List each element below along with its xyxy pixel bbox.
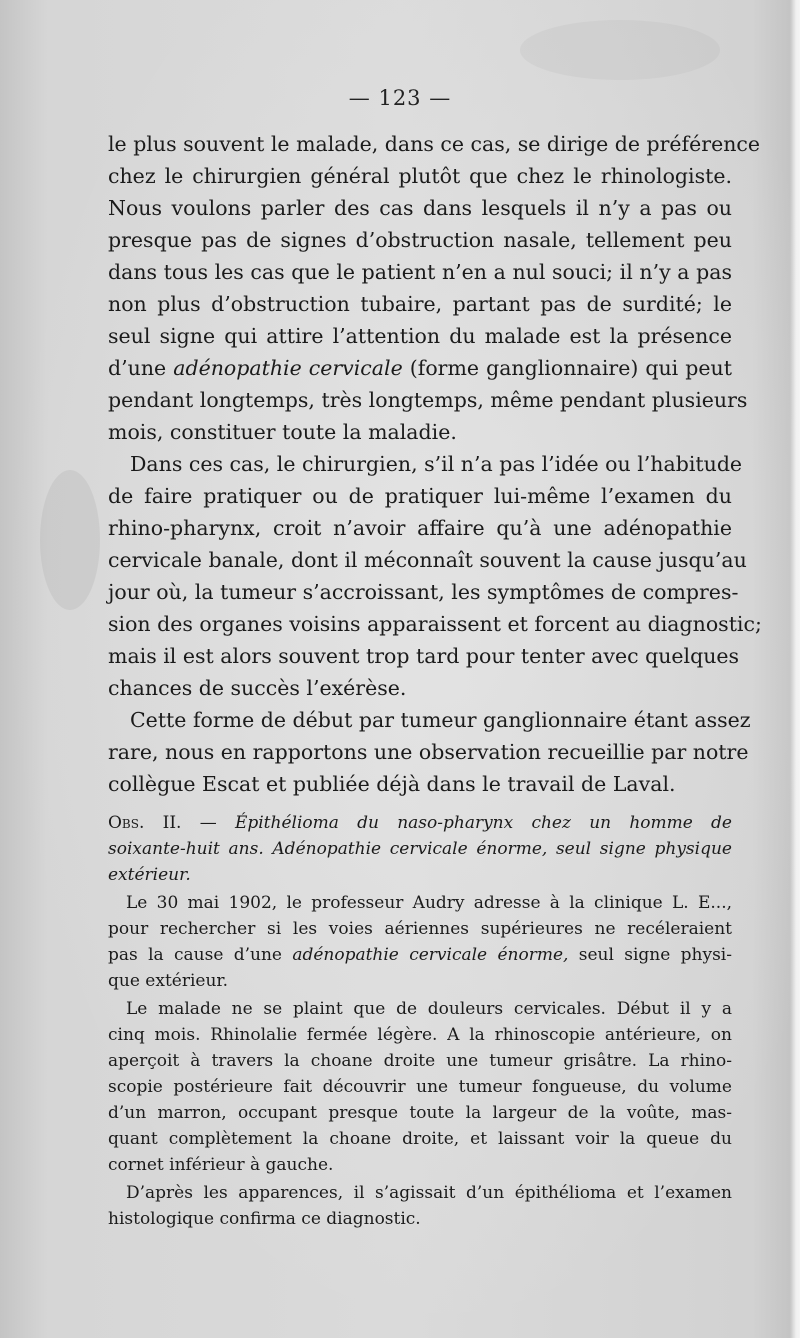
text-line: rhino-pharynx, croit n’avoir affaire qu’à une adénopathie <box>108 516 732 540</box>
text-line-content: d’une adénopathie cervicale (forme ganglionnaire) qui peut <box>108 356 732 380</box>
text-line: de faire pratiquer ou de pratiquer lui-même l’examen du <box>108 484 732 508</box>
text-line: chez le chirurgien général plutôt que chez le rhinologiste. <box>108 164 732 188</box>
text-line: pour rechercher si les voies aériennes supérieures ne recéleraient <box>108 919 732 939</box>
text-line: que extérieur. <box>108 971 229 991</box>
text-line: non plus d’obstruction tubaire, partant pas de surdité; le <box>108 292 732 316</box>
text-line: presque pas de signes d’obstruction nasale, tellement peu <box>108 228 732 252</box>
text-line: jour où, la tumeur s’accroissant, les symptômes de compres- <box>108 580 739 604</box>
text-line: cornet inférieur à gauche. <box>108 1155 334 1175</box>
text-line: histologique confirma ce diagnostic. <box>108 1209 421 1229</box>
paper-stain <box>520 20 720 80</box>
paragraph-first-line: Dans ces cas, le chirurgien, s’il n’a pas l’idée ou l’habitude <box>130 452 743 476</box>
obs-label: Obs. II. <box>108 813 182 833</box>
text-line: cervicale banale, dont il méconnaît souvent la cause jusqu’au <box>108 548 747 572</box>
obs-heading-line-2: soixante-huit ans. Adénopathie cervicale énorme, seul signe physique <box>108 839 732 859</box>
paragraph-first-line: Le 30 mai 1902, le professeur Audry adresse à la clinique L. E..., <box>126 893 732 913</box>
text-line-with-italic <box>108 352 732 384</box>
paragraph-first-line: D’après les apparences, il s’agissait d’un épithélioma et l’examen <box>126 1183 732 1203</box>
text-line: le plus souvent le malade, dans ce cas, se dirige de préférence <box>108 132 761 156</box>
italic-phrase: adénopathie cervicale énorme, <box>292 945 569 965</box>
text-line: scopie postérieure fait découvrir une tumeur fongueuse, du volume <box>108 1077 732 1097</box>
text-line: quant complètement la choane droite, et laissant voir la queue du <box>108 1129 732 1149</box>
italic-phrase: adénopathie cervicale <box>173 356 403 380</box>
text-line: dans tous les cas que le patient n’en a nul souci; il n’y a pas <box>108 260 732 284</box>
text-line: sion des organes voisins apparaissent et forcent au diagnostic; <box>108 612 762 636</box>
paragraph-first-line: Cette forme de début par tumeur ganglionnaire étant assez <box>130 708 751 732</box>
text-line: pas la cause d’une adénopathie cervicale énorme, seul signe physi- <box>108 945 732 965</box>
text-line: d’un marron, occupant presque toute la largeur de la voûte, mas- <box>108 1103 732 1123</box>
paper-stain <box>40 470 100 610</box>
text-line: collègue Escat et publiée déjà dans le travail de Laval. <box>108 772 676 796</box>
text-line: mois, constituer toute la maladie. <box>108 420 457 444</box>
page-number: — 123 — <box>348 86 452 110</box>
paragraph-first-line: Le malade ne se plaint que de douleurs cervicales. Début il y a <box>126 999 732 1019</box>
obs-heading-line-1 <box>108 810 732 836</box>
text-line: rare, nous en rapportons une observation recueillie par notre <box>108 740 749 764</box>
text-line: Nous voulons parler des cas dans lesquels il n’y a pas ou <box>108 196 732 220</box>
obs-dash: — <box>181 813 235 833</box>
text-line: pendant longtemps, très longtemps, même pendant plusieurs <box>108 388 748 412</box>
text-line: chances de succès l’exérèse. <box>108 676 407 700</box>
text-line: cinq mois. Rhinolalie fermée légère. A la rhinoscopie antérieure, on <box>108 1025 732 1045</box>
text-line: seul signe qui attire l’attention du malade est la présence <box>108 324 732 348</box>
obs-title-part-1: Épithélioma du naso-pharynx chez un homme de <box>234 813 732 833</box>
text-line: mais il est alors souvent trop tard pour tenter avec quelques <box>108 644 740 668</box>
page-edge <box>790 0 800 1338</box>
text-line: aperçoit à travers la choane droite une tumeur grisâtre. La rhino- <box>108 1051 732 1071</box>
obs-heading-line-3: extérieur. <box>108 865 191 885</box>
